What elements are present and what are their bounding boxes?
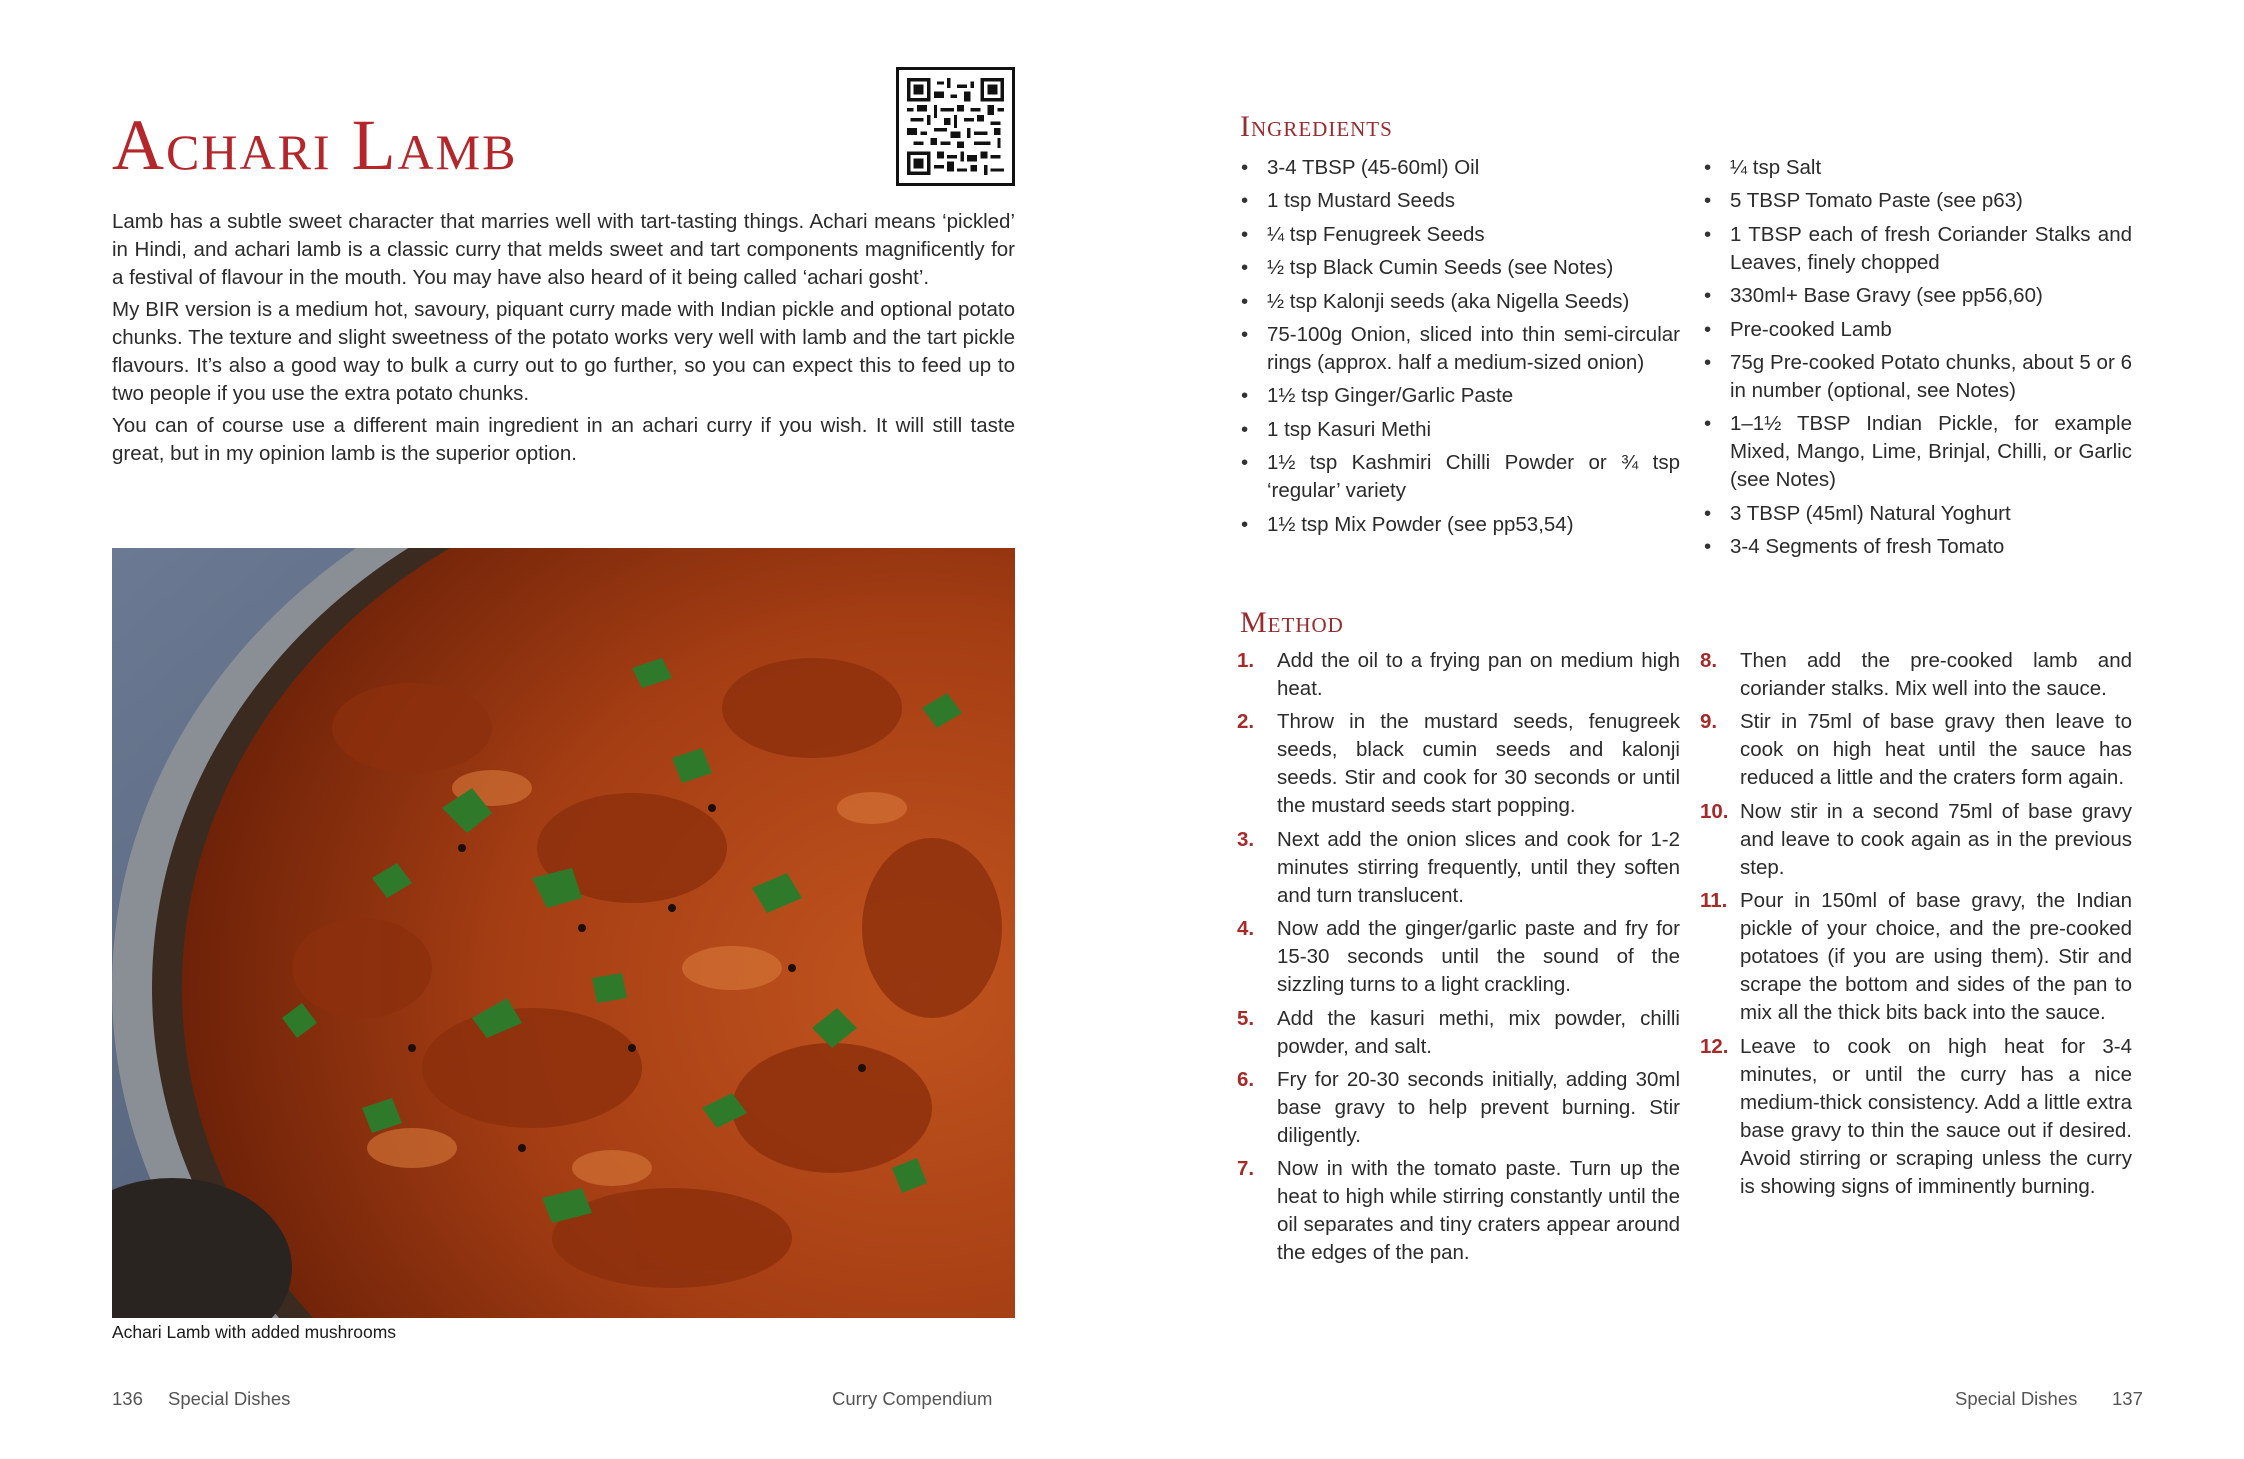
page-number-left: 136 xyxy=(112,1388,143,1409)
ingredient-item: • 330ml+ Base Gravy (see pp56,60) xyxy=(1700,282,2132,310)
ingredient-item: • 1 tsp Kasuri Methi xyxy=(1237,416,1680,444)
ingredient-item: • ½ tsp Kalonji seeds (aka Nigella Seeds) xyxy=(1237,288,1680,316)
intro-text xyxy=(112,208,1015,472)
footer-book-title: Curry Compendium xyxy=(832,1388,993,1409)
ingredient-item: • 5 TBSP Tomato Paste (see p63) xyxy=(1700,187,2132,215)
step-text: Now add the ginger/garlic paste and fry for 15-30 seconds until the sound of the sizzling turns to a light crackling. xyxy=(1277,917,1680,997)
ingredient-item: • 3-4 TBSP (45-60ml) Oil xyxy=(1237,154,1680,182)
step-number: 5. xyxy=(1237,1006,1255,1030)
step-number: 2. xyxy=(1237,710,1255,734)
step-number: 1. xyxy=(1237,649,1255,672)
qr-code-icon[interactable] xyxy=(896,67,1015,186)
footer-section-left: Special Dishes xyxy=(168,1388,291,1409)
step-number: 12. xyxy=(1700,1034,1729,1058)
method-step xyxy=(1237,1066,1680,1150)
step-text: Then add the pre-cooked lamb and coriander stalks. Mix well into the sauce. xyxy=(1740,649,2132,700)
intro-paragraph: My BIR version is a medium hot, savoury, piquant curry made with Indian pickle and optional potato chunks. The texture and slight sweetness of the potato works very well with lamb and the tart pickle flavours. It’s also a good way to bulk a curry out to go further, so you can expect this to feed up to two people if you use the extra potato chunks. xyxy=(112,298,1015,405)
step-text: Now in with the tomato paste. Turn up the heat to high while stirring constantly until the oil separates and tiny craters appear around the edges of the pan. xyxy=(1277,1157,1680,1265)
step-number: 7. xyxy=(1237,1157,1255,1181)
method-list-left xyxy=(1237,647,1680,1273)
step-text: Fry for 20-30 seconds initially, adding 30ml base gravy to help prevent burning. Stir diligently. xyxy=(1277,1067,1680,1147)
ingredient-item: • 1½ tsp Kashmiri Chilli Powder or ¾ tsp ‘regular’ variety xyxy=(1237,449,1680,505)
ingredient-item: • 3 TBSP (45ml) Natural Yoghurt xyxy=(1700,500,2132,528)
step-text: Leave to cook on high heat for 3-4 minutes, or until the curry has a nice medium-thick consistency. Add a little extra base gravy to thin the sauce out if desired. Avoid stirring or scraping unless the curry is showing signs of imminently burning. xyxy=(1740,1034,2132,1198)
step-text: Now stir in a second 75ml of base gravy and leave to cook again as in the previous step. xyxy=(1740,799,2132,879)
step-number: 4. xyxy=(1237,917,1255,941)
ingredient-item: • ½ tsp Black Cumin Seeds (see Notes) xyxy=(1237,254,1680,282)
ingredients-list-left xyxy=(1237,154,1680,544)
ingredient-item: • 1 tsp Mustard Seeds xyxy=(1237,187,1680,215)
method-step xyxy=(1237,708,1680,820)
ingredient-item: • Pre-cooked Lamb xyxy=(1700,316,2132,344)
method-step xyxy=(1700,708,2132,792)
step-text: Add the kasuri methi, mix powder, chilli powder, and salt. xyxy=(1277,1006,1680,1058)
curry-photo xyxy=(112,548,1015,1318)
footer-section-right: Special Dishes xyxy=(1955,1388,2078,1409)
ingredient-item: • ¼ tsp Fenugreek Seeds xyxy=(1237,221,1680,249)
page-title: Achari Lamb xyxy=(112,105,518,185)
step-text: Pour in 150ml of base gravy, the Indian pickle of your choice, and the pre-cooked potatoes (if you are using them). Stir and scrape the bottom and sides of the pan to mix all the thick bits back into the sauce. xyxy=(1740,889,2132,1025)
photo-caption: Achari Lamb with added mushrooms xyxy=(112,1322,397,1342)
method-step xyxy=(1237,1005,1680,1061)
step-text: Add the oil to a frying pan on medium high heat. xyxy=(1277,649,1680,700)
ingredient-item: • 75-100g Onion, sliced into thin semi-circular rings (approx. half a medium-sized onion) xyxy=(1237,321,1680,377)
ingredient-item: • 3-4 Segments of fresh Tomato xyxy=(1700,533,2132,561)
method-step xyxy=(1237,1155,1680,1267)
step-number: 8. xyxy=(1700,649,1718,672)
step-number: 10. xyxy=(1700,799,1729,823)
method-heading: Method xyxy=(1240,606,1344,639)
step-number: 3. xyxy=(1237,827,1255,851)
step-number: 9. xyxy=(1700,710,1718,734)
step-number: 11. xyxy=(1700,889,1728,913)
method-list-right xyxy=(1700,647,2132,1206)
method-step xyxy=(1700,647,2132,703)
ingredients-list-right xyxy=(1700,154,2132,567)
method-step xyxy=(1700,1033,2132,1201)
ingredient-item: • 1½ tsp Mix Powder (see pp53,54) xyxy=(1237,511,1680,539)
step-number: 6. xyxy=(1237,1067,1255,1091)
method-step xyxy=(1237,915,1680,999)
method-step xyxy=(1237,647,1680,703)
method-step xyxy=(1237,826,1680,910)
step-text: Stir in 75ml of base gravy then leave to cook on high heat until the sauce has reduced a little and the craters form again. xyxy=(1740,710,2132,790)
ingredient-item: • 75g Pre-cooked Potato chunks, about 5 or 6 in number (optional, see Notes) xyxy=(1700,349,2132,405)
ingredient-item: • 1–1½ TBSP Indian Pickle, for example Mixed, Mango, Lime, Brinjal, Chilli, or Garlic (see Notes) xyxy=(1700,410,2132,494)
method-step xyxy=(1700,887,2132,1027)
step-text: Throw in the mustard seeds, fenugreek seeds, black cumin seeds and kalonji seeds. Stir and cook for 30 seconds or until the mustard seeds start popping. xyxy=(1277,710,1680,818)
ingredient-item: • ¼ tsp Salt xyxy=(1700,154,2132,182)
intro-paragraph: Lamb has a subtle sweet character that marries well with tart-tasting things. Achari means ‘pickled’ in Hindi, and achari lamb is a classic curry that melds sweet and tart components magnificently for a festival of flavour in the mouth. You may have also heard of it being called ‘achari gosht’. xyxy=(112,210,1015,289)
ingredient-item: • 1½ tsp Ginger/Garlic Paste xyxy=(1237,382,1680,410)
ingredients-heading: Ingredients xyxy=(1240,110,1393,143)
ingredient-item: • 1 TBSP each of fresh Coriander Stalks and Leaves, finely chopped xyxy=(1700,221,2132,277)
intro-paragraph: You can of course use a different main ingredient in an achari curry if you wish. It will still taste great, but in my opinion lamb is the superior option. xyxy=(112,414,1015,465)
page-number-right: 137 xyxy=(2112,1388,2143,1409)
step-text: Next add the onion slices and cook for 1-2 minutes stirring frequently, until they soften and turn translucent. xyxy=(1277,827,1680,907)
method-step xyxy=(1700,798,2132,882)
